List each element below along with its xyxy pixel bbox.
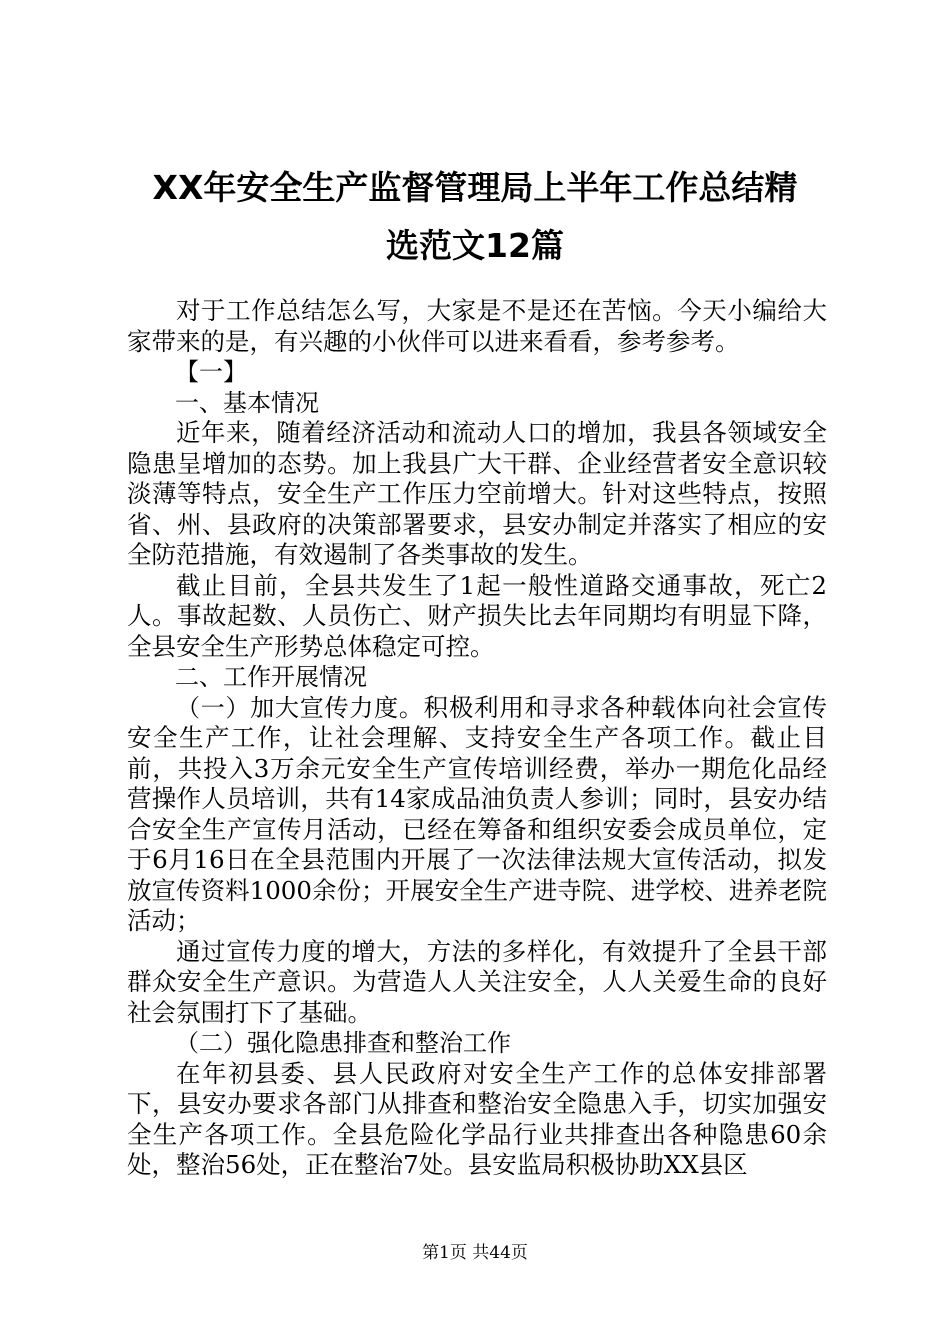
paragraph-1: 近年来，随着经济活动和流动人口的增加，我县各领域安全隐患呈增加的态势。加上我县广大干群、企业经营者安全意识较淡薄等特点，安全生产工作压力空前增大。针对这些特点，按照省、州、县政府的决策部署要求，县安办制定并落实了相应的安全防范措施，有效遏制了各类事故的发生。	[127, 418, 827, 569]
document-body	[127, 296, 827, 1181]
subsection-1	[127, 693, 827, 937]
paragraph-4: 在年初县委、县人民政府对安全生产工作的总体安排部署下，县安办要求各部门从排查和整治安全隐患入手，切实加强安全生产各项工作。全县危险化学品行业共排查出各种隐患60余处，整治56处，正在整治7处。县安监局积极协助XX县区	[127, 1058, 827, 1179]
paragraph-3: 通过宣传力度的增大，方法的多样化，有效提升了全县干部群众安全生产意识。为营造人人关注安全，人人关爱生命的良好社会氛围打下了基础。	[127, 936, 827, 1027]
heading-basic-situation: 一、基本情况	[175, 388, 319, 417]
heading-work-progress: 二、工作开展情况	[175, 663, 367, 691]
section-marker: 【一】	[175, 358, 247, 386]
intro-paragraph: 对于工作总结怎么写，大家是不是还在苦恼。今天小编给大家带来的是，有兴趣的小伙伴可以进来看看，参考参考。	[127, 296, 827, 356]
title-line-1: XX年安全生产监督管理局上半年工作总结精	[152, 168, 798, 207]
subsection-2-title: （二）强化隐患排查和整治工作	[175, 1029, 511, 1057]
subsection-1-text: 积极利用和寻求各种载体向社会宣传安全生产工作，让社会理解、支持安全生产各项工作。截止目前，共投入3万余元安全生产宣传培训经费，举办一期危化品经营操作人员培训，共有14家成品油负责人参训；同时，县安办结合安全生产宣传月活动，已经在筹备和组织安委会成员单位，定于6月16日在全县范围内开展了一次法律法规大宣传活动，拟发放宣传资料1000余份；开展安全生产进寺院、进学校、进养老院活动；	[127, 692, 828, 935]
subsection-1-title: （一）加大宣传力度。	[176, 693, 424, 722]
title-line-2: 选范文12篇	[386, 226, 564, 265]
page-footer: 第1页 共44页	[422, 1243, 528, 1263]
paragraph-2: 截止目前，全县共发生了1起一般性道路交通事故，死亡2人。事故起数、人员伤亡、财产损失比去年同期均有明显下降，全县安全生产形势总体稳定可控。	[127, 570, 827, 661]
